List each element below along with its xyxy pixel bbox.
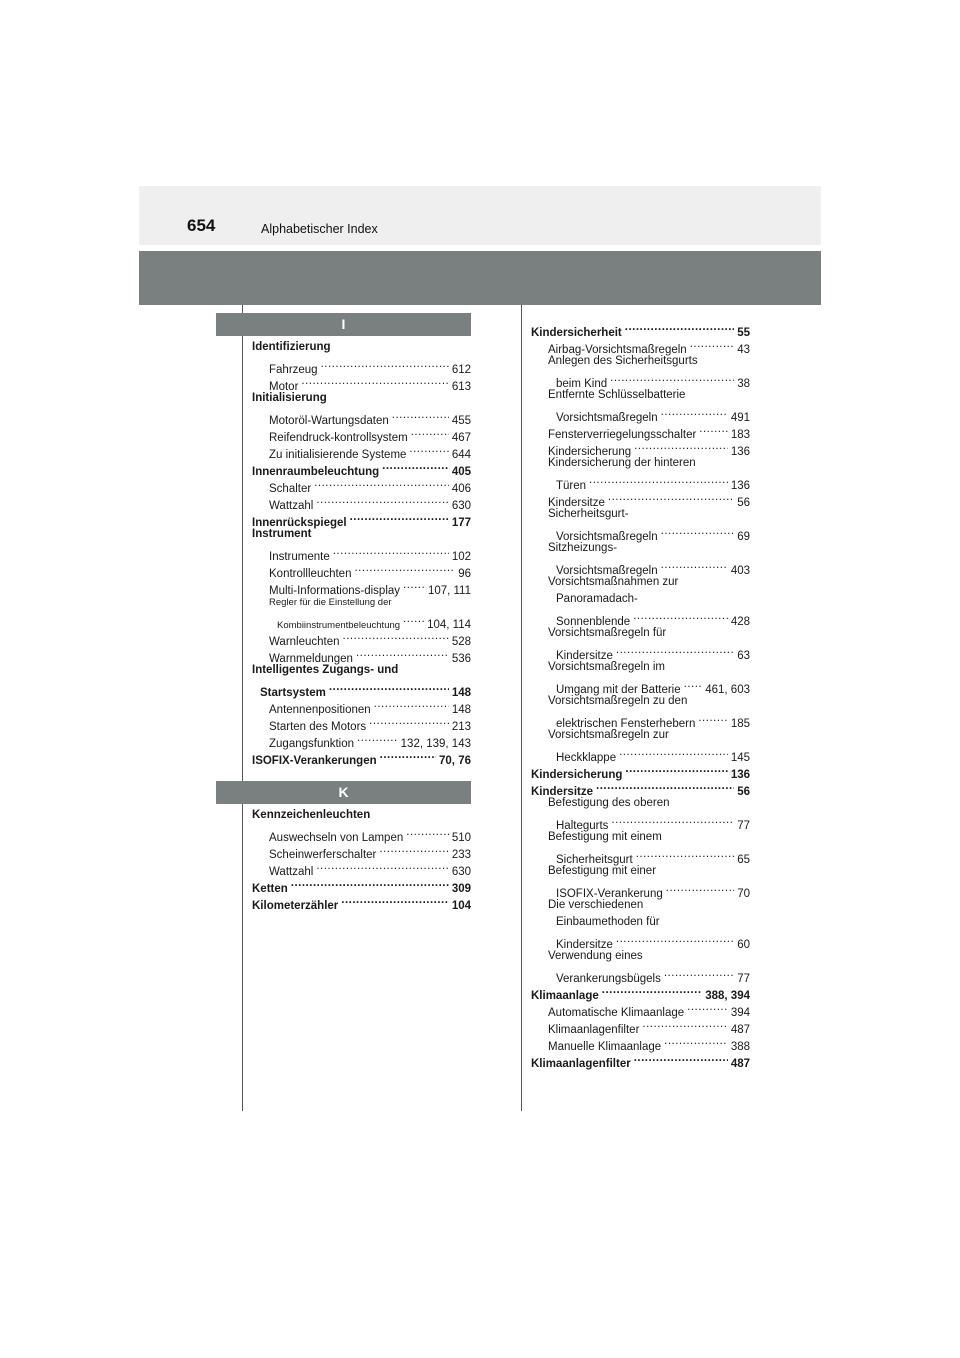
index-entry [531,965,750,985]
dot-leader [380,747,436,764]
index-entry-label: Wattzahl [269,500,314,512]
index-entry-page[interactable]: 613 [451,381,471,393]
index-entry-page[interactable]: 56 [737,497,750,509]
index-entry-label: Panoramadach- [556,593,638,605]
dot-leader [329,679,449,696]
dot-leader [664,1033,728,1050]
index-entry-label: Auswechseln von Lampen [269,832,404,844]
index-entry-page[interactable]: 405 [451,466,471,478]
dot-leader [589,472,728,489]
index-entry-label: Verwendung eines [548,950,643,962]
dot-leader [699,421,728,438]
index-entry-label: Kontrollleuchten [269,568,352,580]
index-entry-label: Haltegurts [556,820,609,832]
index-entry-page[interactable]: 612 [451,364,471,376]
index-entry [531,523,750,543]
index-entry [252,611,471,631]
dot-leader [664,965,734,982]
dot-leader [666,880,734,897]
index-entry-label: Kindersicherung [531,769,623,781]
index-entry [531,727,750,744]
index-entry [252,339,471,356]
dot-leader [403,577,425,594]
dot-leader [356,645,449,662]
index-entry-label: Airbag-Vorsichtsmaßregeln [548,344,687,356]
index-entry-label: Initialisierung [252,392,327,404]
index-entry [531,812,750,832]
index-entry-label: Multi-Informations-display [269,585,401,597]
index-entry-label: Zu initialisierende Systeme [269,449,407,461]
index-entry-label: Kennzeichenleuchten [252,809,371,821]
index-entry-page[interactable]: 394 [730,1007,750,1019]
dot-leader [661,557,728,574]
index-entry-label: Vorsichtsmaßregeln zur [548,729,669,741]
index-entry-page[interactable]: 644 [451,449,471,461]
index-entry-page[interactable]: 406 [451,483,471,495]
index-entry-page[interactable]: 177 [451,517,471,529]
index-entry-page[interactable]: 102 [451,551,471,563]
index-entry-page[interactable]: 428 [730,616,750,628]
index-entry-label: Motor [269,381,299,393]
index-entry-label: Kindersicherung [548,446,632,458]
dot-leader [411,424,449,441]
index-entry-label: Warnleuchten [269,636,340,648]
index-entry-page[interactable]: 185 [730,718,750,730]
dot-leader [406,824,449,841]
index-entry-page[interactable]: 136 [730,769,750,781]
index-entry-label: ISOFIX-Verankerungen [252,755,377,767]
dot-leader [333,543,449,560]
index-entry-label: Warnmeldungen [269,653,353,665]
index-entry [531,353,750,370]
index-entry [252,356,471,376]
index-entry [531,370,750,390]
dot-leader [596,778,734,795]
header-top [139,186,821,245]
index-entry [531,319,750,339]
index-entry-page[interactable]: 96 [458,568,471,580]
dot-leader [611,812,734,829]
index-entry-label: Entfernte Schlüsselbatterie [548,389,686,401]
dot-leader [636,846,734,863]
index-entry-page[interactable]: 60 [737,939,750,951]
index-entry-label: Identifizierung [252,341,331,353]
dot-leader [379,841,448,858]
index-entry [531,931,750,951]
dot-leader [316,858,449,875]
index-entry-label: Automatische Klimaanlage [548,1007,685,1019]
dot-leader [625,761,727,778]
index-entry-page[interactable]: 388, 394 [705,990,750,1002]
index-entry-label: Sicherheitsgurt- [548,508,629,520]
index-entry-label: Befestigung mit einer [548,865,657,877]
index-entry [531,659,750,676]
index-entry-page[interactable]: 70 [737,888,750,900]
index-entry-page[interactable]: 467 [451,432,471,444]
index-entry [252,407,471,427]
dot-leader [321,356,449,373]
index-entry-label: Befestigung des oberen [548,797,670,809]
index-entry-label: Startsystem [260,687,326,699]
index-entry [531,710,750,730]
dot-leader [403,611,424,628]
index-entry-page[interactable]: 107, 111 [427,585,471,597]
index-entry-page[interactable]: 70, 76 [439,755,471,767]
index-entry-label: Kindersicherung der hinteren [548,457,696,469]
index-entry [531,948,750,965]
index-entry [531,387,750,404]
index-entry-page[interactable]: 104, 114 [427,619,471,631]
index-entry [531,676,750,696]
index-entry-page[interactable]: 528 [451,636,471,648]
index-entry-label: Verankerungsbügels [556,973,661,985]
index-entry-label: Sicherheitsgurt [556,854,633,866]
index-entry-page[interactable]: 104 [451,900,471,912]
dot-leader [633,608,728,625]
index-entry-label: Motoröl-Wartungsdaten [269,415,389,427]
index-entry-label: Kilometerzähler [252,900,339,912]
index-entry-page[interactable]: 38 [737,378,750,390]
index-entry-label: Klimaanlagenfilter [531,1058,631,1070]
index-entry [531,608,750,628]
dot-leader [608,489,734,506]
dot-leader [343,628,449,645]
index-entry-label: Befestigung mit einem [548,831,662,843]
index-entry-label: Vorsichtsmaßregeln [556,565,658,577]
index-entry-label: Sonnenblende [556,616,631,628]
index-entry-page[interactable]: 213 [451,721,471,733]
index-entry-label: Instrumente [269,551,330,563]
index-entry [531,625,750,642]
index-entry-label: Vorsichtsmaßregeln im [548,661,665,673]
dot-leader [301,373,448,390]
index-entry [531,472,750,492]
index-entry-label: elektrischen Fensterhebern [556,718,696,730]
index-entry-label: Kindersitze [556,939,613,951]
index-entry-label: ISOFIX-Verankerung [556,888,663,900]
dot-leader [316,492,449,509]
index-entry-page[interactable]: 455 [451,415,471,427]
index-entry [531,455,750,472]
dot-leader [698,710,727,727]
dot-leader [684,676,703,693]
dot-leader [661,523,735,540]
dot-leader [661,404,728,421]
index-entry-page[interactable]: 388 [730,1041,750,1053]
index-entry-page[interactable]: 461, 603 [705,684,750,696]
index-entry-label: Kombiinstrumentbeleuchtung [277,620,401,631]
index-entry-page[interactable]: 233 [451,849,471,861]
index-entry-label: Vorsichtsmaßregeln [556,531,658,543]
index-entry-label: Schalter [269,483,312,495]
index-entry-label: Sitzheizungs- [548,542,618,554]
index-entry-label: Umgang mit der Batterie [556,684,681,696]
dot-leader [291,875,449,892]
index-entry-page[interactable]: 43 [737,344,750,356]
index-entry-label: Vorsichtsmaßregeln [556,412,658,424]
index-entry-label: Vorsichtsmaßregeln zu den [548,695,688,707]
index-entry-label: Scheinwerferschalter [269,849,377,861]
index-entry [531,914,750,931]
index-entry [252,662,471,679]
index-entry-label: Innenrückspiegel [252,517,347,529]
index-column-right [531,319,750,1070]
index-entry-page[interactable]: 309 [451,883,471,895]
column-divider-middle [521,305,522,1111]
dot-leader [354,560,455,577]
index-entry-label: Wattzahl [269,866,314,878]
index-entry-label: Manuelle Klimaanlage [548,1041,662,1053]
dot-leader [409,441,448,458]
index-entry-label: Klimaanlage [531,990,599,1002]
index-entry-label: Heckklappe [556,752,617,764]
index-entry-label: Vorsichtsmaßregeln für [548,627,667,639]
index-column-k [252,807,471,912]
dot-leader [350,509,449,526]
index-entry-page[interactable]: 183 [730,429,750,441]
index-entry-label: Fahrzeug [269,364,318,376]
index-entry-label: Anlegen des Sicherheitsgurts [548,355,698,367]
dot-leader [357,730,398,747]
index-entry-label: Regler für die Einstellung der [269,597,392,608]
index-entry [252,824,471,844]
dot-leader [314,475,449,492]
index-entry [531,591,750,608]
index-entry-page[interactable]: 630 [451,866,471,878]
index-entry-page[interactable]: 148 [451,687,471,699]
dot-leader [610,370,734,387]
index-entry [531,897,750,914]
index-entry [531,846,750,866]
index-entry-label: Kindersitze [531,786,593,798]
dot-leader [616,931,734,948]
index-entry [531,574,750,591]
index-entry [531,880,750,900]
index-entry [531,829,750,846]
index-entry-label: Starten des Motors [269,721,367,733]
index-entry-label: Instrument [252,528,312,540]
dot-leader [634,1050,728,1067]
index-entry [531,404,750,424]
index-entry-page[interactable]: 77 [737,973,750,985]
index-entry-page[interactable]: 487 [730,1024,750,1036]
index-entry-label: Kindersicherheit [531,327,622,339]
index-entry-page[interactable]: 536 [451,653,471,665]
index-entry-page[interactable]: 510 [451,832,471,844]
dot-leader [374,696,449,713]
index-entry-label: Fensterverriegelungsschalter [548,429,697,441]
index-entry-label: Zugangsfunktion [269,738,355,750]
index-entry [531,642,750,662]
index-entry [252,526,471,543]
index-entry-page[interactable]: 403 [730,565,750,577]
page-title: Alphabetischer Index [261,222,378,236]
index-entry-label: Die verschiedenen [548,899,644,911]
index-entry-page[interactable]: 65 [737,854,750,866]
index-entry-label: Klimaanlagenfilter [548,1024,640,1036]
index-entry-label: Einbaumethoden für [556,916,660,928]
dot-leader [642,1016,727,1033]
index-entry [531,557,750,577]
index-entry-page[interactable]: 132, 139, 143 [400,738,471,750]
index-entry [252,679,471,699]
index-entry-page[interactable]: 487 [730,1058,750,1070]
index-entry-label: Intelligentes Zugangs- und [252,664,399,676]
index-entry-label: Innenraumbeleuchtung [252,466,380,478]
index-entry-page[interactable]: 56 [737,786,750,798]
index-entry-label: Kindersitze [556,650,613,662]
page-number: 654 [187,216,216,235]
section-header-k: K [216,781,471,804]
index-entry-page[interactable]: 145 [730,752,750,764]
index-entry-label: Antennenpositionen [269,704,371,716]
header-bar [139,251,821,305]
dot-leader [625,319,734,336]
index-entry-label: Kindersitze [548,497,605,509]
dot-leader [619,744,728,761]
index-entry [252,390,471,407]
index-entry-page[interactable]: 55 [737,327,750,339]
dot-leader [602,982,702,999]
dot-leader [690,336,735,353]
index-entry [531,795,750,812]
dot-leader [634,438,728,455]
index-entry-page[interactable]: 136 [730,480,750,492]
index-entry-page[interactable]: 69 [737,531,750,543]
index-entry [252,543,471,563]
index-entry-page[interactable]: 491 [730,412,750,424]
index-column-i [252,339,471,767]
index-entry-label: Türen [556,480,587,492]
index-entry-page[interactable]: 63 [737,650,750,662]
index-entry-label: beim Kind [556,378,608,390]
index-entry [531,506,750,523]
index-entry-page[interactable]: 77 [737,820,750,832]
index-entry-page[interactable]: 148 [451,704,471,716]
dot-leader [687,999,728,1016]
index-entry-page[interactable]: 136 [730,446,750,458]
dot-leader [382,458,449,475]
dot-leader [341,892,449,909]
index-entry-label: Vorsichtsmaßnahmen zur [548,576,679,588]
index-entry-label: Reifendruck-kontrollsystem [269,432,408,444]
section-header-i: I [216,313,471,336]
dot-leader [392,407,449,424]
dot-leader [369,713,449,730]
index-entry-label: Ketten [252,883,288,895]
column-divider-left [242,305,243,1111]
index-entry [252,807,471,824]
dot-leader [616,642,734,659]
index-entry [531,744,750,764]
index-entry [531,863,750,880]
index-entry-page[interactable]: 630 [451,500,471,512]
